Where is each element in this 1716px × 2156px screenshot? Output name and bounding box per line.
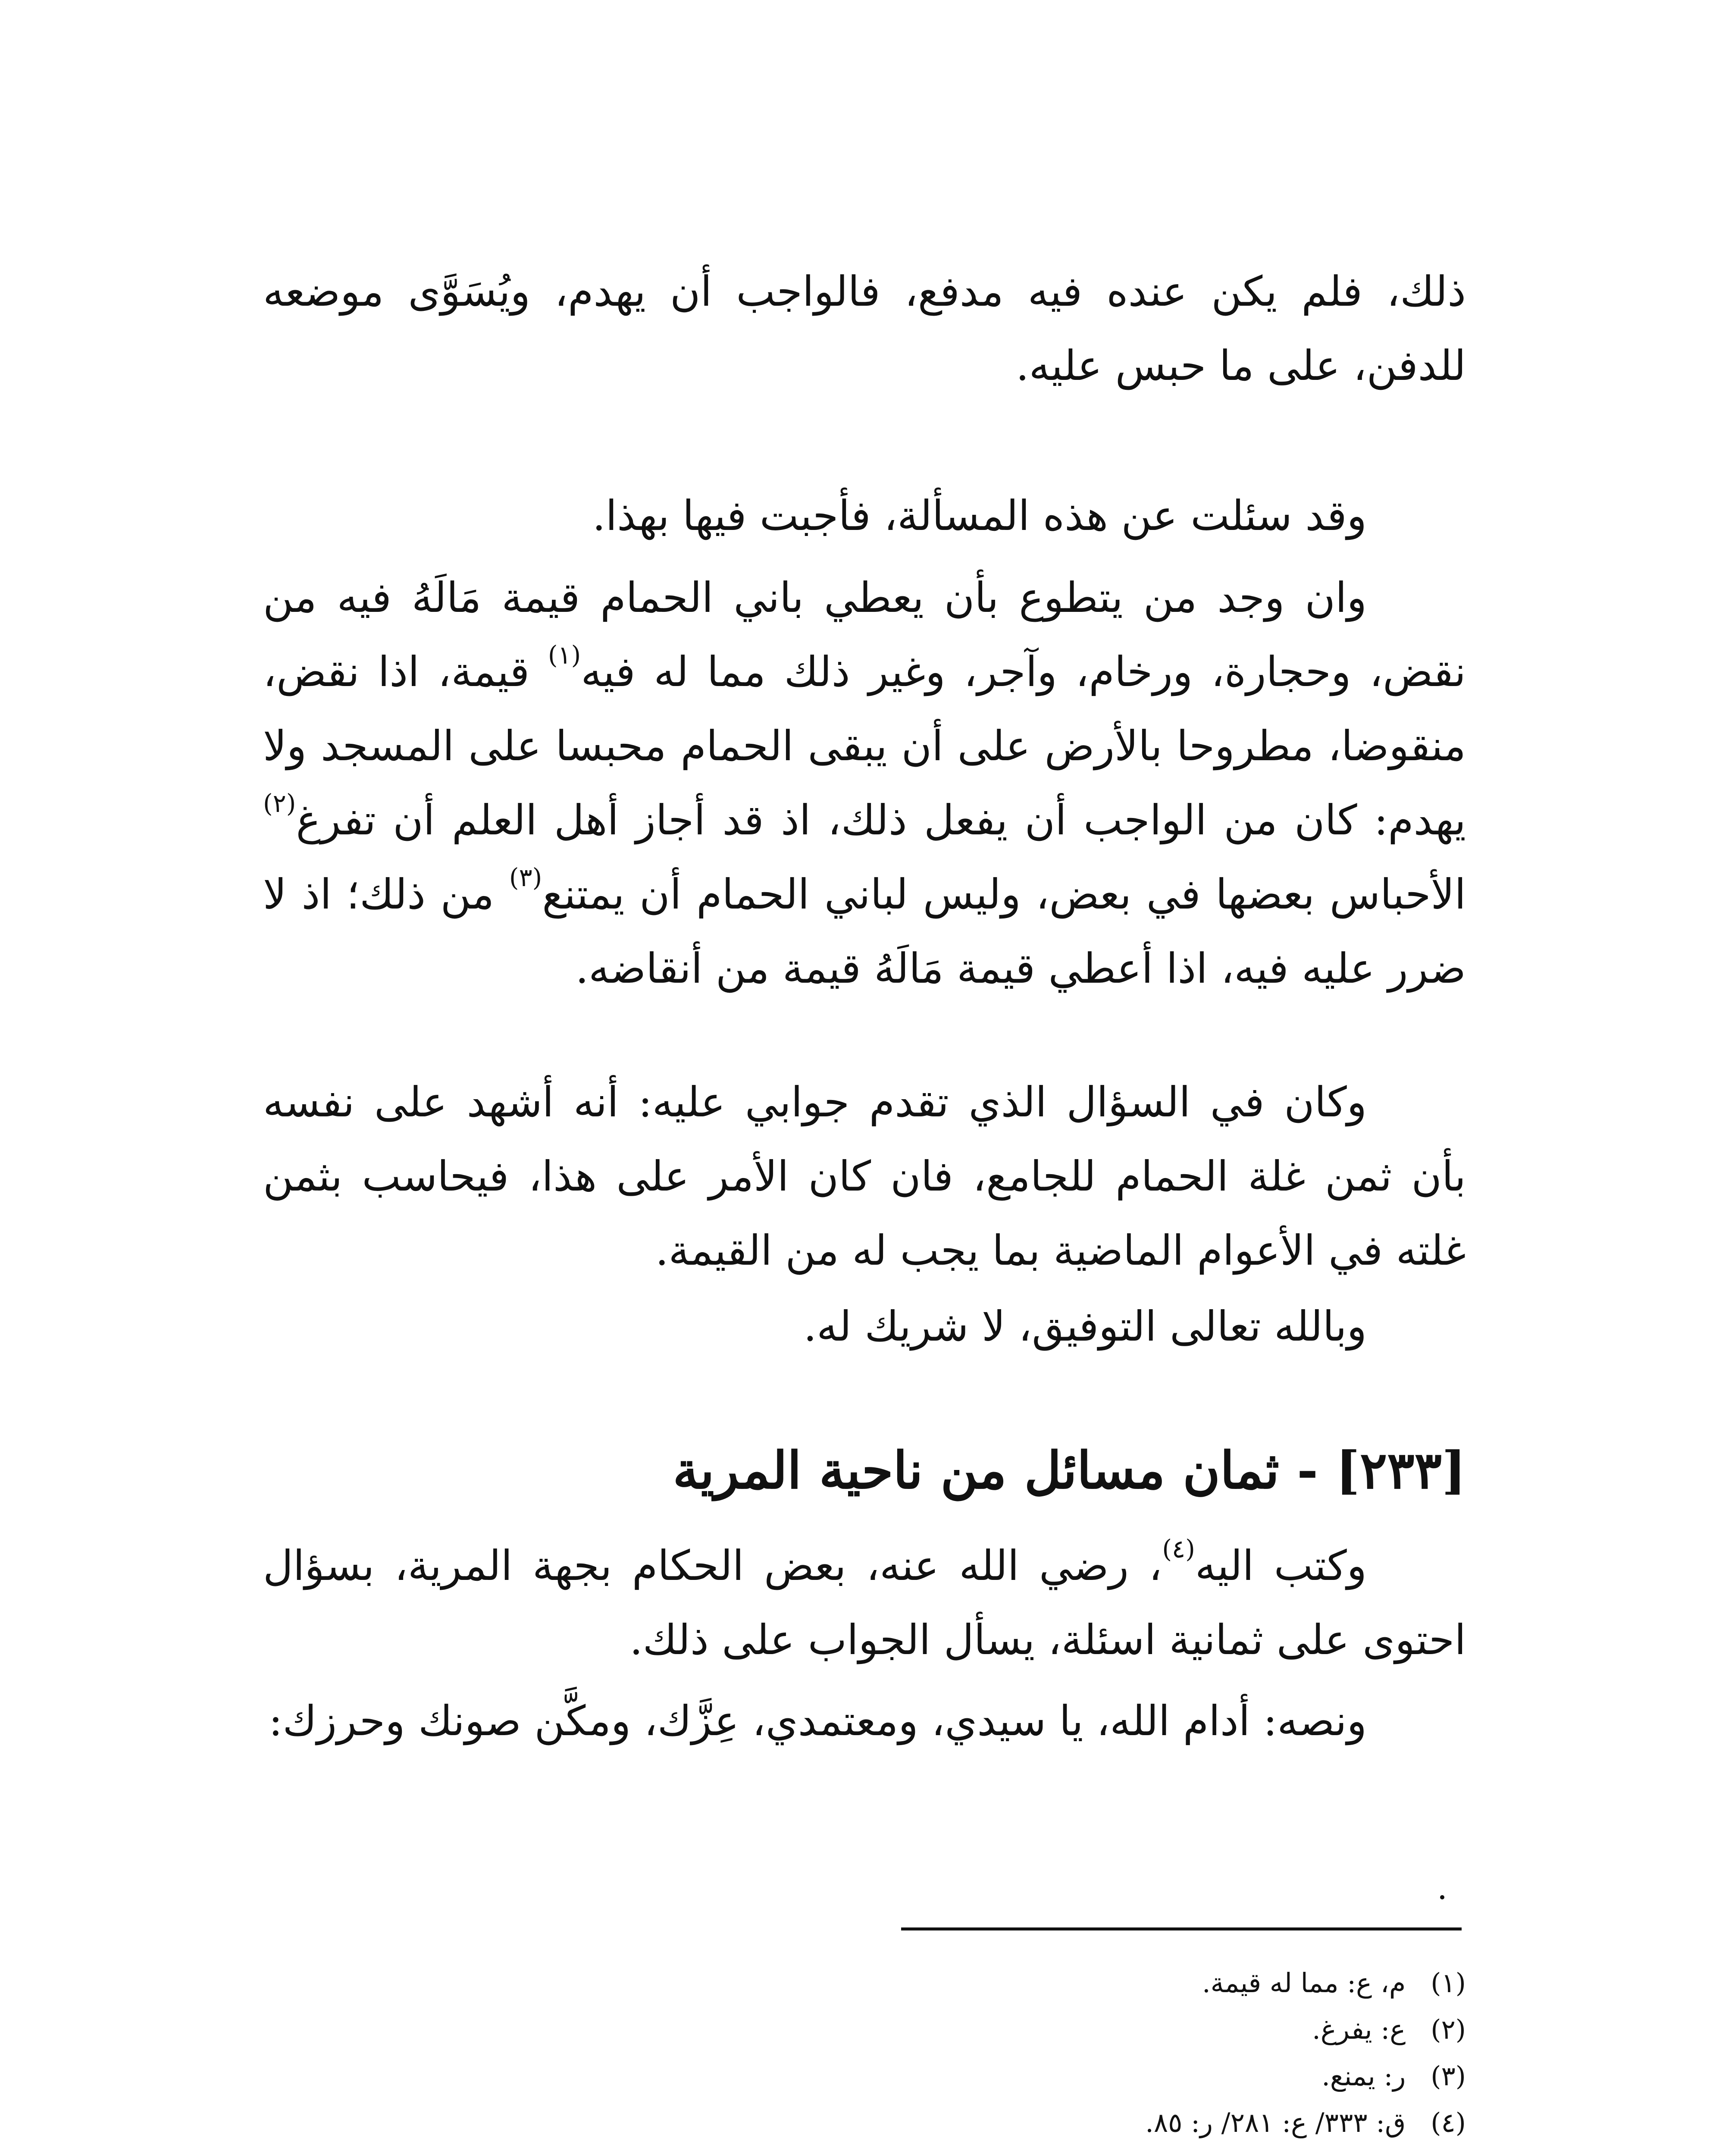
paragraph-letter-opening (263, 1684, 1466, 1758)
footnote-marker: (١) (548, 640, 581, 670)
footnote-item (647, 1960, 1466, 2006)
section-heading-text: [٢٣٣] - ثمان مسائل من ناحية المرية (673, 1440, 1466, 1500)
footnote-number: (١) (1431, 1967, 1466, 1999)
footnote-marker: (٣) (509, 863, 542, 892)
paragraph-question-note (263, 479, 1466, 553)
footnote-marker: (٤) (1162, 1534, 1195, 1564)
paragraph-text-part: قيمة، اذا نقض، منقوضا، مطروحا بالأرض على أن يبقى الحمام محبسا على المسجد ولا يهدم: كان من الواجب أن يفعل ذلك، اذ قد أجاز أهل العلم أن تفرغ (263, 648, 1466, 844)
footnote-text: ع: يفرغ. (1312, 2014, 1406, 2045)
footnote-number: (٢) (1431, 2014, 1466, 2045)
footnote-text: ق: ٣٣٣/ ع: ٢٨١/ ر: ٨٥. (1145, 2107, 1406, 2138)
footnote-item (647, 2006, 1466, 2053)
footnote-text: ر: يمنع. (1321, 2060, 1406, 2092)
paragraph-text: وقد سئلت عن هذه المسألة، فأجبت فيها بهذا. (592, 492, 1367, 540)
paragraph-section-intro (263, 1529, 1466, 1677)
footnotes-list (647, 1960, 1466, 2146)
footnote-number: (٤) (1431, 2107, 1466, 2138)
footnote-text: م، ع: مما له قيمة. (1202, 1967, 1406, 1999)
paragraph-text: وبالله تعالى التوفيق، لا شريك له. (803, 1302, 1367, 1351)
footnote-marker: (٢) (263, 789, 296, 818)
footnote-number: (٣) (1431, 2060, 1466, 2092)
paragraph-valuation (263, 561, 1466, 1006)
paragraph-text-part: من ذلك؛ اذ لا ضرر عليه فيه، اذا أعطي قيمة مَالَهُ قيمة من أنقاضه. (263, 870, 1466, 993)
paragraph-continuation (263, 254, 1466, 403)
paragraph-previous-question (263, 1065, 1466, 1288)
footnote-dot-mark (1440, 1895, 1444, 1899)
paragraph-text-part: ، رضي الله عنه، بعض الحكام بجهة المرية، بسؤال احتوى على ثمانية اسئلة، يسأل الجواب على ذلك. (263, 1542, 1466, 1664)
section-heading (263, 1432, 1466, 1509)
footnote-divider (901, 1927, 1462, 1930)
paragraph-closing-formula (263, 1289, 1466, 1363)
paragraph-text-part: وكتب اليه (1195, 1542, 1367, 1590)
paragraph-text-part: وان وجد من يتطوع بأن يعطي باني الحمام قيمة مَالَهُ فيه من نقض، وحجارة، ورخام، وآجر، وغير ذلك مما له فيه (263, 573, 1466, 696)
paragraph-text-part: الأحباس بعضها في بعض، وليس لباني الحمام أن يمتنع (542, 870, 1466, 918)
paragraph-text: وكان في السؤال الذي تقدم جوابي عليه: أنه أشهد على نفسه بأن ثمن غلة الحمام للجامع، فان كان الأمر على هذا، فيحاسب بثمن غلته في الأعوام الماضية بما يجب له من القيمة. (263, 1078, 1466, 1275)
footnote-item (647, 2053, 1466, 2100)
paragraph-text: ذلك، فلم يكن عنده فيه مدفع، فالواجب أن يهدم، ويُسَوَّى موضعه للدفن، على ما حبس عليه. (263, 267, 1466, 390)
paragraph-text: ونصه: أدام الله، يا سيدي، ومعتمدي، عِزَّك، ومكَّن صونك وحرزك: (269, 1697, 1367, 1745)
footnote-item (647, 2100, 1466, 2146)
